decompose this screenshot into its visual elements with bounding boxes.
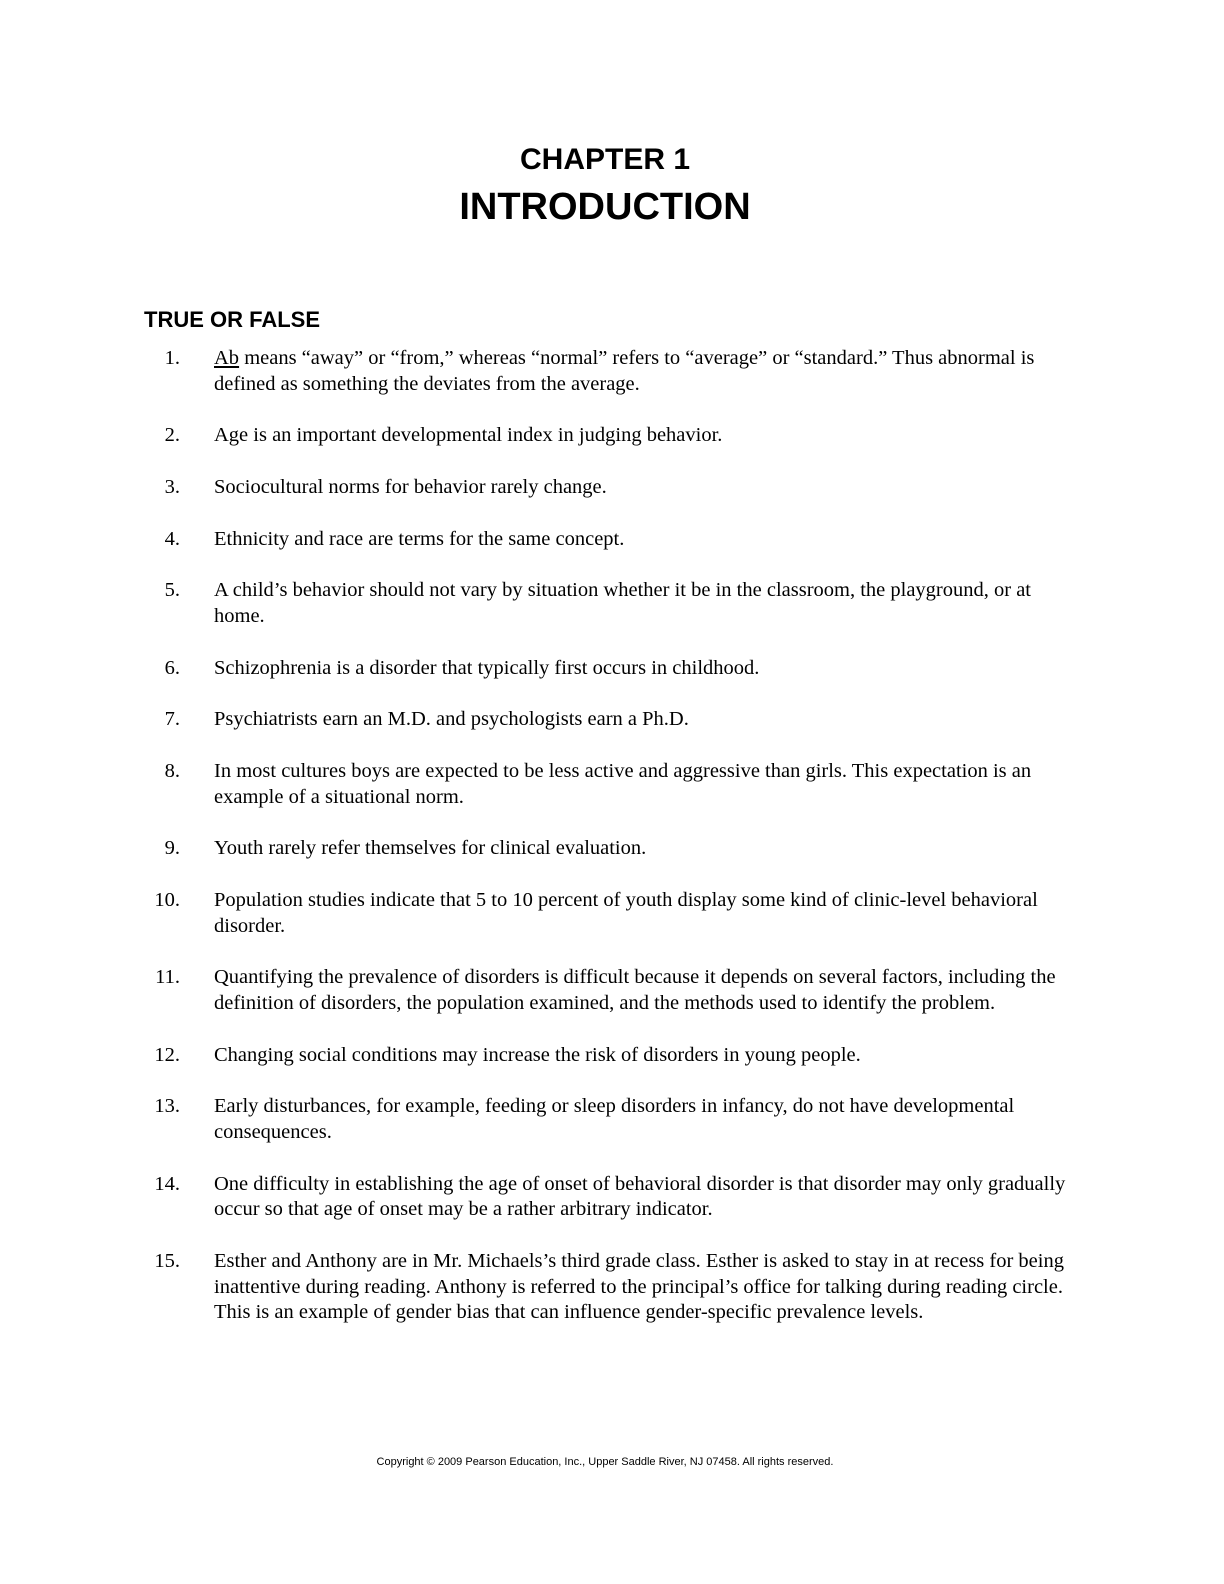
- question-number: 11.: [155, 966, 180, 989]
- question-number: 7.: [164, 708, 180, 731]
- chapter-label: CHAPTER 1: [519, 143, 691, 176]
- question-item: [0, 965, 1070, 1017]
- question-text: Early disturbances, for example, feeding or sleep disorders in infancy, do not have developmental consequences.: [214, 1095, 1015, 1143]
- question-number: 9.: [164, 837, 180, 860]
- question-list: [0, 346, 1224, 1352]
- question-item: [0, 1172, 1070, 1224]
- section-heading: TRUE OR FALSE: [144, 307, 321, 332]
- chapter-title: INTRODUCTION: [459, 186, 751, 228]
- question-text-body: means “away” or “from,” whereas “normal” refers to “average” or “standard.” Thus abnormal is defined as something the deviates from the average.: [214, 347, 1035, 395]
- question-text: Ethnicity and race are terms for the same concept.: [214, 527, 625, 550]
- question-number: 3.: [164, 475, 180, 498]
- question-number: 6.: [164, 656, 180, 679]
- question-item: [0, 1043, 1070, 1069]
- question-text: Age is an important developmental index in judging behavior.: [214, 424, 723, 447]
- question-number: 13.: [154, 1095, 180, 1118]
- question-item: [0, 656, 1070, 682]
- question-text: Psychiatrists earn an M.D. and psychologists earn a Ph.D.: [214, 708, 689, 731]
- question-item: [0, 888, 1070, 940]
- question-item: [0, 578, 1070, 630]
- copyright-footer: Copyright © 2009 Pearson Education, Inc., Upper Saddle River, NJ 07458. All rights reserved.: [376, 1456, 834, 1468]
- question-item: [0, 1094, 1070, 1146]
- question-text: [214, 346, 1070, 398]
- question-item: [0, 423, 1070, 449]
- question-item: [0, 1249, 1070, 1326]
- question-number: 14.: [154, 1172, 180, 1195]
- question-text: Quantifying the prevalence of disorders is difficult because it depends on several factors, including the definition of disorders, the population examined, and the methods used to identify the problem.: [214, 966, 1056, 1014]
- question-number: 2.: [164, 424, 180, 447]
- question-item: [0, 836, 1070, 862]
- question-text: One difficulty in establishing the age of onset of behavioral disorder is that disorder may only gradually occur so that age of onset may be a rather arbitrary indicator.: [214, 1172, 1066, 1221]
- question-item: [0, 707, 1070, 733]
- question-number: 10.: [154, 888, 180, 911]
- underlined-term: Ab: [214, 347, 240, 369]
- question-item: [0, 759, 1070, 811]
- question-number: 15.: [154, 1249, 180, 1272]
- question-item: [0, 527, 1070, 553]
- question-number: 5.: [164, 579, 180, 602]
- question-number: 4.: [164, 527, 180, 550]
- question-text: Youth rarely refer themselves for clinical evaluation.: [214, 837, 647, 860]
- question-text: A child’s behavior should not vary by situation whether it be in the classroom, the playground, or at home.: [214, 579, 1031, 627]
- question-text: Sociocultural norms for behavior rarely change.: [214, 475, 607, 498]
- question-item: [0, 475, 1070, 501]
- question-text: Esther and Anthony are in Mr. Michaels’s third grade class. Esther is asked to stay in at recess for being inattentive during reading. Anthony is referred to the principal’s office for talking during reading circle. This is an example of gender bias that can influence gender-specific prevalence levels.: [214, 1249, 1064, 1324]
- question-number: 12.: [154, 1043, 180, 1066]
- question-text: Changing social conditions may increase the risk of disorders in young people.: [214, 1043, 861, 1066]
- question-text: In most cultures boys are expected to be less active and aggressive than girls. This expectation is an example of a situational norm.: [214, 759, 1032, 808]
- question-text: Population studies indicate that 5 to 10 percent of youth display some kind of clinic-level behavioral disorder.: [214, 888, 1038, 937]
- question-item: [0, 346, 1070, 398]
- question-number: 8.: [164, 759, 180, 782]
- question-number: 1.: [164, 347, 180, 369]
- question-text: Schizophrenia is a disorder that typically first occurs in childhood.: [214, 656, 760, 679]
